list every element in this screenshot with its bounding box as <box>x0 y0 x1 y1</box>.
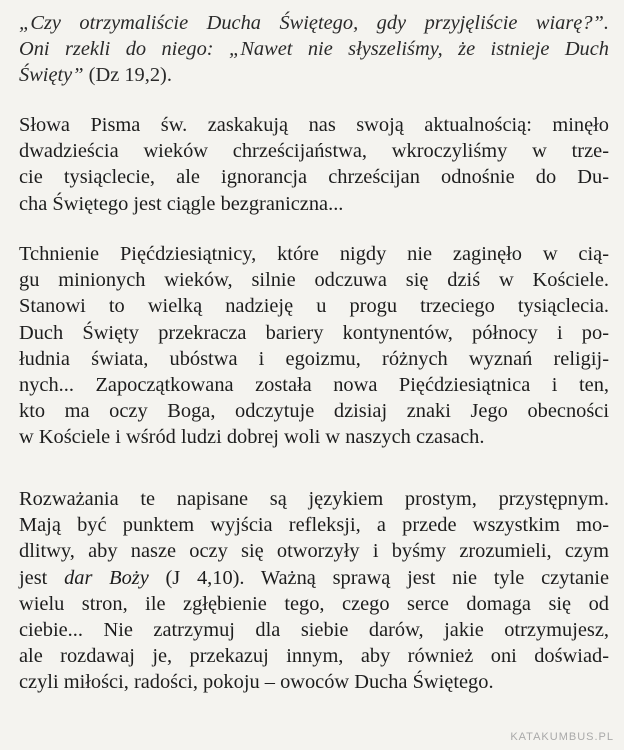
paragraph-line: cha Świętego jest ciągle bezgraniczna... <box>19 192 344 215</box>
paragraph-line: w Kościele i wśród ludzi dobrej woli w naszych czasach. <box>19 426 485 449</box>
quote-line-3-text: Święty” <box>19 64 84 87</box>
paragraph-line: Rozważania te napisane są językiem prostym, przystępnym. <box>19 488 609 510</box>
paragraph-line <box>19 565 609 591</box>
line-prefix: jest <box>19 566 65 589</box>
paragraph-line: Słowa Pisma św. zaskakują nas swoją aktualnością: minęło <box>19 114 609 136</box>
paragraph-line: Duch Święty przekracza bariery kontynentów, północy i po- <box>19 321 609 344</box>
paragraph-2 <box>19 241 609 451</box>
opening-quote <box>19 10 609 89</box>
paragraph-3 <box>19 486 609 696</box>
paragraph-line: Mają być punktem wyjścia refleksji, a przede wszystkim mo- <box>19 514 609 537</box>
paragraph-line: łudnia świata, ubóstwa i egoizmu, różnych wyznań religij- <box>19 347 609 370</box>
quote-line-1: „Czy otrzymaliście Ducha Świętego, gdy przyjęliście wiarę?”. <box>19 12 609 34</box>
paragraph-line: dlitwy, aby nasze oczy się otworzyły i byśmy zrozumieli, czym <box>19 540 609 563</box>
paragraph-line: ciebie... Nie zatrzymuj dla siebie darów, jakie otrzymujesz, <box>19 618 609 641</box>
paragraph-1 <box>19 112 609 217</box>
emphasis-dar-bozy: dar Boży <box>64 566 149 589</box>
paragraph-line: wielu stron, ile zgłębienie tego, czego serce domaga się od <box>19 592 609 615</box>
line-suffix: (J 4,10). Ważną sprawą jest nie tyle czytanie <box>148 566 610 589</box>
paragraph-line: dwadzieścia wieków chrześcijaństwa, wkroczyliśmy w trze- <box>19 140 609 163</box>
quote-line-3 <box>19 62 609 88</box>
paragraph-line: cie tysiąclecie, ale ignorancja chrześcijan odnośnie do Du- <box>19 166 609 189</box>
watermark: KATAKUMBUS.PL <box>510 731 614 743</box>
paragraph-line: nych... Zapoczątkowana została nowa Pięćdziesiątnica i ten, <box>19 373 609 396</box>
paragraph-line: kto ma oczy Boga, odczytuje dzisiaj znaki Jego obecności <box>19 400 609 423</box>
quote-reference: (Dz 19,2). <box>83 64 172 87</box>
paragraph-line: Tchnienie Pięćdziesiątnicy, które nigdy nie zaginęło w cią- <box>19 243 609 265</box>
paragraph-line: czyli miłości, radości, pokoju – owoców Ducha Świętego. <box>19 671 494 694</box>
paragraph-line: Stanowi to wielką nadzieję u progu trzeciego tysiąclecia. <box>19 295 609 318</box>
quote-line-2: Oni rzekli do niego: „Nawet nie słyszeliśmy, że istnieje Duch <box>19 38 609 61</box>
paragraph-line: ale rozdawaj je, przekazuj innym, aby również oni doświad- <box>19 645 609 668</box>
paragraph-line: gu minionych wieków, silnie odczuwa się dziś w Kościele. <box>19 269 609 292</box>
